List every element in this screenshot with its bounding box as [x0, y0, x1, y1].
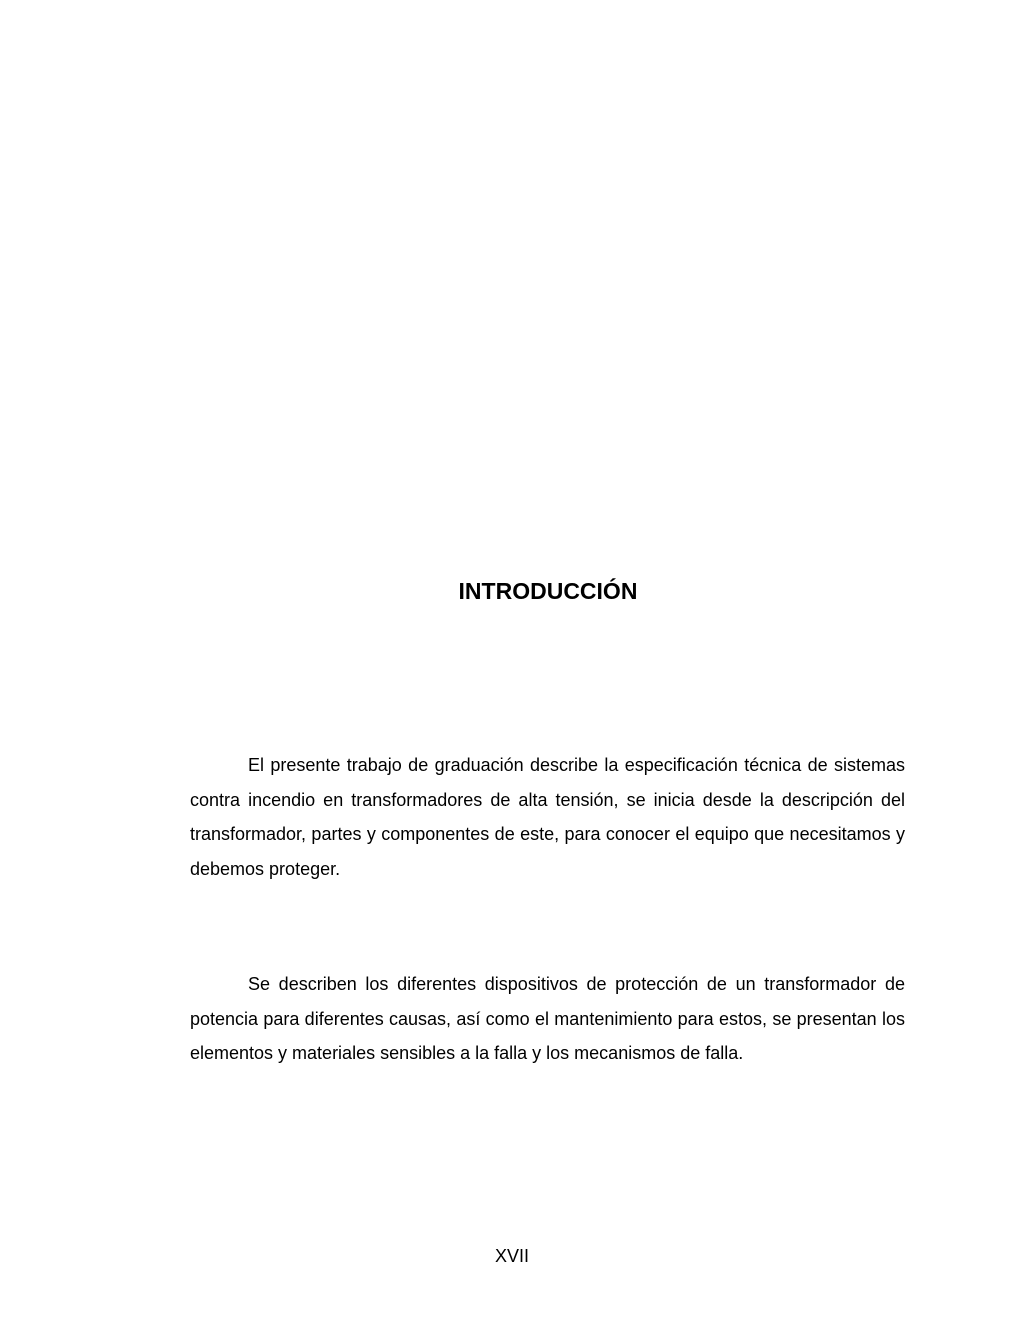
- page-number: XVII: [494, 1246, 529, 1266]
- intro-paragraph-2: Se describen los diferentes dispositivos de protección de un transformador de potencia para diferentes causas, así como el mantenimiento para estos, se presentan los elementos y materiales sensibles a la falla y los mecanismos de falla.: [190, 974, 905, 1063]
- page-title: INTRODUCCIÓN: [458, 578, 638, 604]
- intro-paragraph-1: El presente trabajo de graduación describe la especificación técnica de sistemas contra incendio en transformadores de alta tensión, se inicia desde la descripción del transformador, partes y componentes de este, para conocer el equipo que necesitamos y debemos proteger.: [190, 755, 905, 879]
